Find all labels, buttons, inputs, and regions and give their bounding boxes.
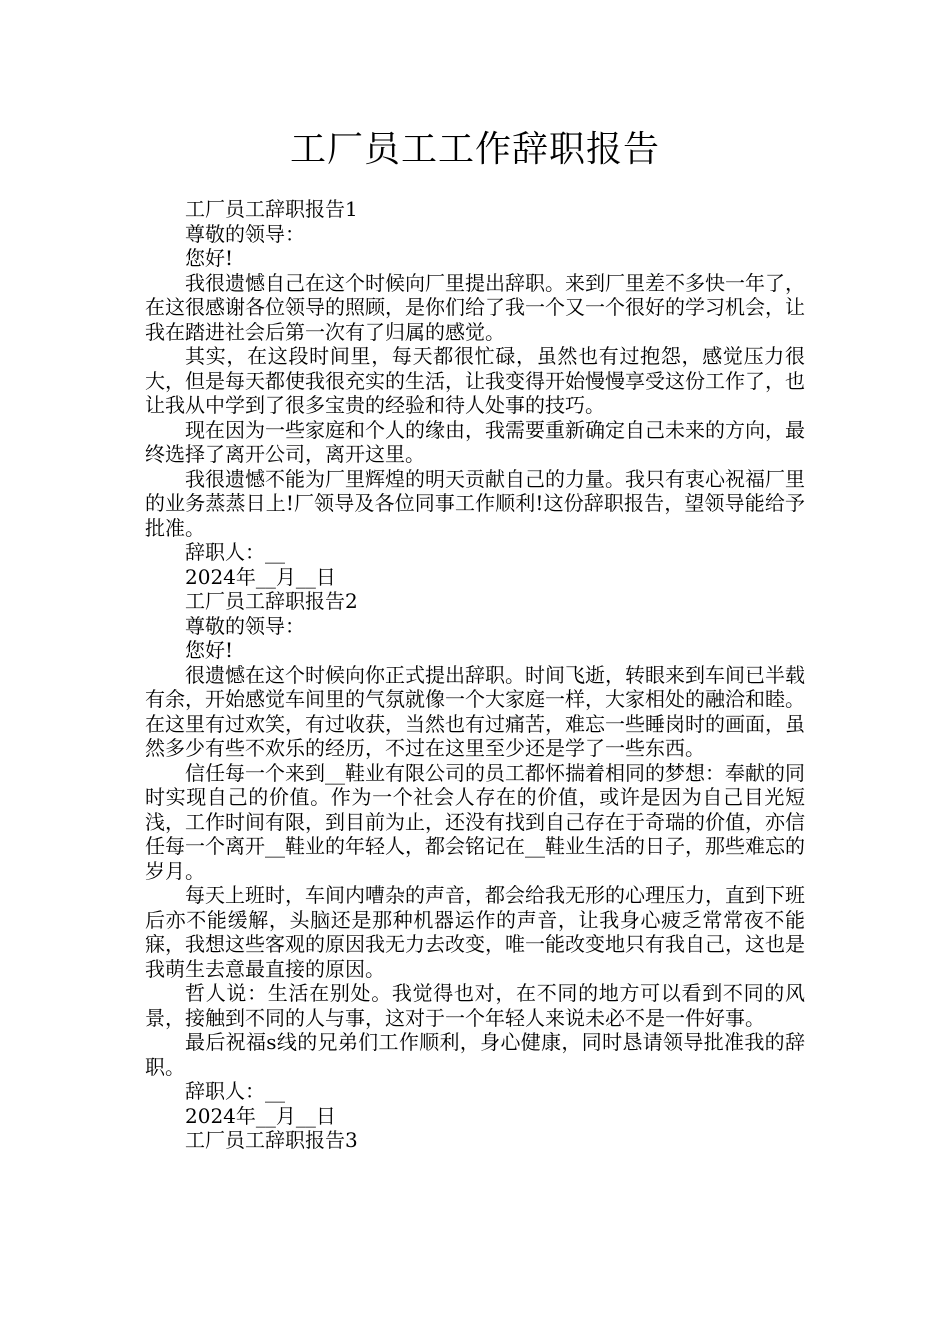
greeting: 您好! (185, 638, 234, 662)
salutation: 尊敬的领导： (185, 613, 305, 638)
report-3-heading: 工厂员工辞职报告3 (185, 1128, 358, 1152)
body-paragraph: 很遗憾在这个时候向你正式提出辞职。时间飞逝，转眼来到车间已半载有余，开始感觉车间里的气氛就像一个大家庭一样，大家相处的融洽和睦。在这里有过欢笑，有过收获，当然也有过痛苦，难忘一些睡岗时的画面，虽然多少有些不欢乐的经历，不过在这里至少还是学了一些东西。 (145, 662, 805, 760)
body-paragraph: 现在因为一些家庭和个人的缘由，我需要重新确定自己未来的方向，最终选择了离开公司，离开这里。 (145, 417, 805, 466)
signature-line: 辞职人：__ (185, 540, 285, 564)
document-body (145, 197, 805, 1153)
body-paragraph: 我很遗憾不能为厂里辉煌的明天贡献自己的力量。我只有衷心祝福厂里的业务蒸蒸日上!厂领导及各位同事工作顺利!这份辞职报告，望领导能给予批准。 (145, 466, 805, 540)
body-paragraph: 其实，在这段时间里，每天都很忙碌，虽然也有过抱怨，感觉压力很大，但是每天都使我很充实的生活，让我变得开始慢慢享受这份工作了，也让我从中学到了很多宝贵的经验和待人处事的技巧。 (145, 344, 805, 417)
signature-line: 辞职人：__ (185, 1079, 285, 1103)
body-paragraph: 哲人说：生活在别处。我觉得也对，在不同的地方可以看到不同的风景，接触到不同的人与事，这对于一个年轻人来说未必不是一件好事。 (145, 981, 805, 1030)
date-line: 2024年__月__日 (185, 564, 336, 589)
greeting: 您好! (185, 246, 234, 270)
body-paragraph: 我很遗憾自己在这个时候向厂里提出辞职。来到厂里差不多快一年了，在这很感谢各位领导的照顾，是你们给了我一个又一个很好的学习机会，让我在踏进社会后第一次有了归属的感觉。 (145, 270, 805, 344)
report-2-heading: 工厂员工辞职报告2 (185, 589, 358, 613)
body-paragraph: 最后祝福s线的兄弟们工作顺利，身心健康，同时恳请领导批准我的辞职。 (145, 1030, 805, 1079)
date-line: 2024年__月__日 (185, 1103, 336, 1128)
body-paragraph: 信任每一个来到__鞋业有限公司的员工都怀揣着相同的梦想：奉献的同时实现自己的价值。作为一个社会人存在的价值，或许是因为自己目光短浅，工作时间有限，到目前为止，还没有找到自己存在于奇瑞的价值，亦信任每一个离开__鞋业的年轻人，都会铭记在__鞋业生活的日子，那些难忘的岁月。 (145, 760, 805, 883)
salutation: 尊敬的领导： (185, 221, 305, 246)
body-paragraph: 每天上班时，车间内嘈杂的声音，都会给我无形的心理压力，直到下班后亦不能缓解，头脑还是那种机器运作的声音，让我身心疲乏常常夜不能寐，我想这些客观的原因我无力去改变，唯一能改变地只有我自己，这也是我萌生去意最直接的原因。 (145, 883, 805, 981)
report-1-heading: 工厂员工辞职报告1 (185, 197, 358, 221)
document-title: 工厂员工工作辞职报告 (289, 129, 660, 170)
